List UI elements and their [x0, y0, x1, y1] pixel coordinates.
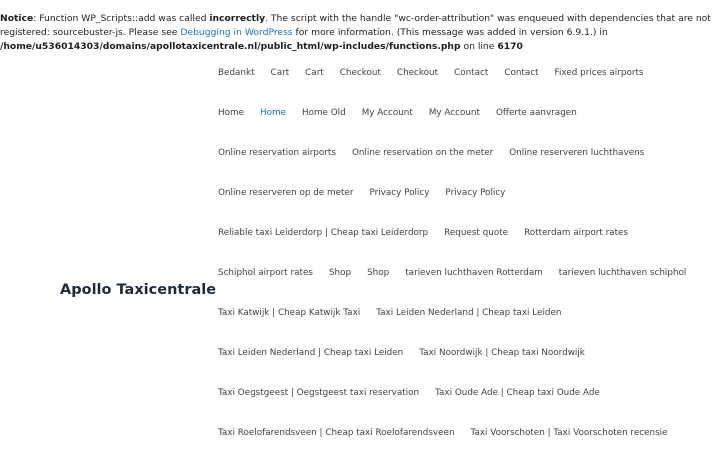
- nav-item[interactable]: Offerte aanvragen: [495, 108, 577, 118]
- notice-on-line: on line: [460, 41, 498, 52]
- nav-row: [218, 347, 601, 359]
- nav-item[interactable]: Taxi Oude Ade | Cheap taxi Oude Ade: [435, 388, 600, 398]
- nav-row: [218, 187, 521, 199]
- nav-item[interactable]: My Account: [428, 108, 480, 118]
- nav-item[interactable]: Taxi Oegstgeest | Oegstgeest taxi reservation: [218, 388, 420, 398]
- notice-label: Notice: [0, 13, 34, 24]
- nav-item[interactable]: Taxi Noordwijk | Cheap taxi Noordwijk: [419, 348, 585, 358]
- nav-item[interactable]: Cart: [305, 68, 324, 78]
- nav-row: [218, 387, 616, 399]
- nav-item[interactable]: Online reserveren op de meter: [218, 188, 354, 198]
- nav-item[interactable]: Online reserveren luchthavens: [509, 148, 645, 158]
- nav-item[interactable]: Checkout: [396, 68, 439, 78]
- nav-item[interactable]: Taxi Roelofarendsveen | Cheap taxi Roelofarendsveen: [218, 428, 455, 438]
- php-notice: [0, 12, 712, 54]
- nav-item[interactable]: Fixed prices airports: [554, 68, 644, 78]
- nav-item[interactable]: Online reservation on the meter: [351, 148, 494, 158]
- nav-row: [218, 427, 684, 439]
- nav-item[interactable]: Request quote: [444, 228, 509, 238]
- nav-row: [218, 307, 577, 319]
- nav-row: [218, 267, 702, 279]
- nav-item[interactable]: Schiphol airport rates: [218, 268, 313, 278]
- notice-sep: : Function WP_Scripts::add was called: [33, 13, 210, 24]
- nav-item[interactable]: Privacy Policy: [369, 188, 430, 198]
- nav-item[interactable]: Taxi Leiden Nederland | Cheap taxi Leiden: [218, 348, 404, 358]
- nav-item[interactable]: Home: [218, 108, 244, 118]
- nav-item[interactable]: Checkout: [339, 68, 381, 78]
- nav-row: [218, 227, 644, 239]
- nav-item[interactable]: tarieven luchthaven Rotterdam: [405, 268, 543, 278]
- nav-item[interactable]: tarieven luchthaven schiphol: [558, 268, 687, 278]
- nav-item[interactable]: Taxi Katwijk | Cheap Katwijk Taxi: [218, 308, 361, 318]
- nav-item[interactable]: Taxi Leiden Nederland | Cheap taxi Leiden: [376, 308, 562, 318]
- nav-row: [218, 147, 660, 159]
- nav-item[interactable]: Home: [259, 108, 286, 118]
- notice-text-1: . The script with the handle "wc-order-attribution" was enqueued with dependencies that are not registered: sourcebuster-js. Please see: [0, 13, 711, 38]
- nav-item[interactable]: Shop: [328, 268, 352, 278]
- nav-item[interactable]: Shop: [367, 268, 390, 278]
- notice-strong: incorrectly: [209, 13, 266, 24]
- debugging-link[interactable]: Debugging in WordPress: [180, 27, 293, 38]
- nav-item[interactable]: My Account: [361, 108, 413, 118]
- site-title[interactable]: Apollo Taxicentrale: [60, 282, 217, 298]
- nav-item[interactable]: Home Old: [301, 108, 346, 118]
- nav-row: [218, 67, 659, 79]
- nav-item[interactable]: Taxi Voorschoten | Taxi Voorschoten recensie: [470, 428, 668, 438]
- nav-item[interactable]: Contact: [504, 68, 539, 78]
- nav-item[interactable]: Cart: [270, 68, 290, 78]
- nav-item[interactable]: Online reservation airports: [218, 148, 336, 158]
- notice-text-2: for more information. (This message was added in version 6.9.1.) in: [292, 27, 608, 38]
- nav-item[interactable]: Privacy Policy: [445, 188, 506, 198]
- nav-item[interactable]: Bedankt: [218, 68, 255, 78]
- notice-line-number: 6170: [497, 41, 523, 52]
- nav-item[interactable]: Contact: [454, 68, 489, 78]
- nav-item[interactable]: Rotterdam airport rates: [524, 228, 629, 238]
- nav-item[interactable]: Reliable taxi Leiderdorp | Cheap taxi Leiderdorp: [218, 228, 429, 238]
- nav-row: [218, 107, 593, 119]
- notice-path: /home/u536014303/domains/apollotaxicentrale.nl/public_html/wp-includes/functions.php: [0, 41, 461, 52]
